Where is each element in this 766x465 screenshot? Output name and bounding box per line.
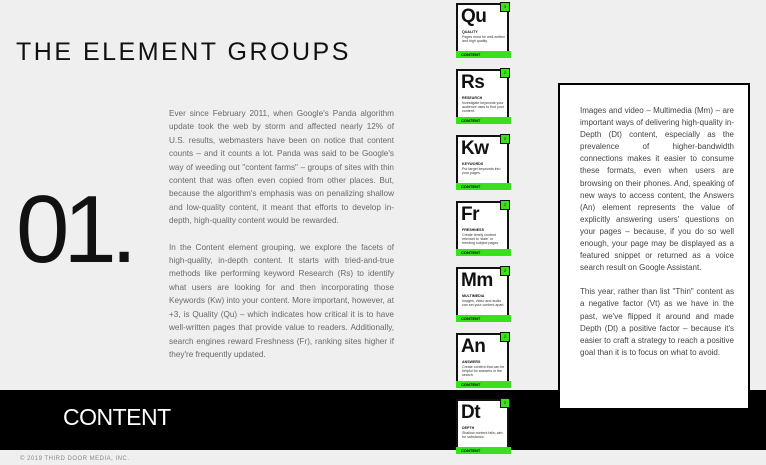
- card-name: FRESHNESS: [462, 228, 484, 232]
- element-card-dt[interactable]: [456, 399, 509, 454]
- card-group-label: CONTENT: [456, 249, 511, 256]
- card-name: QUALITY: [462, 30, 478, 34]
- element-cards: [456, 3, 514, 465]
- element-card-mm[interactable]: [456, 267, 509, 322]
- card-description: Put target keywords into your pages.: [462, 167, 501, 176]
- panel-paragraph: This year, rather than list "Thin" content as a negative factor (Vt) as we have in the past, we've flipped it around and made Depth (Dt) a positive factor – because it's easier to craft a strategy to reach a positive goal than it is to focus on what to avoid.: [580, 287, 734, 357]
- intro-paragraph: Ever since February 2011, when Google's Panda algorithm update took the web by storm and affected nearly 12% of U.S. results, webmasters have been on notice that content counts – and it counts a lot. Panda was said to be Google's way of weeding out "content farms" – groups of sites with thin content that was often even copied from other places. But, because the algorithm's emphasis was on penalizing shallow and low-quality content, it meant that efforts to develop in-depth, high-quality content would be rewarded.: [169, 109, 394, 226]
- card-symbol: Mm: [461, 270, 493, 291]
- card-description: Create timely content relevant to 'stale' or trending subject pages.: [462, 233, 500, 245]
- card-name: ANSWERS: [462, 360, 481, 364]
- card-symbol: Dt: [461, 402, 481, 423]
- element-card-an[interactable]: [456, 333, 509, 388]
- card-description: Investigate keywords your audience uses to find your content.: [462, 101, 504, 113]
- element-card-qu[interactable]: [456, 3, 509, 58]
- sidebar-panel: [558, 83, 750, 410]
- footer-group-label: CONTENT: [63, 404, 171, 430]
- card-group-label: CONTENT: [456, 381, 511, 388]
- card-weight-badge: 2: [500, 266, 510, 276]
- card-weight-badge: 2: [500, 398, 510, 408]
- card-weight-badge: 2: [500, 68, 510, 78]
- card-name: KEYWORDS: [462, 162, 484, 166]
- intro-text: [169, 107, 394, 374]
- card-symbol: Kw: [461, 138, 489, 159]
- card-symbol: Rs: [461, 72, 485, 93]
- element-card-fr[interactable]: [456, 201, 509, 256]
- card-symbol: Fr: [461, 204, 479, 225]
- card-group-label: CONTENT: [456, 183, 511, 190]
- panel-paragraph: Images and video – Multimedia (Mm) – are important ways of delivering high-quality in-Depth (Dt) content, especially as the prevalence of higher-bandwidth connections makes it easier to consume these formats, even when users are browsing on their phones. And, speaking of new ways to access content, the Answers (An) element represents the value of explicitly answering users' questions on your pages – because, if you do so well enough, your page may be displayed as a featured snippet or returned as a voice search result on Google Assistant.: [580, 106, 734, 273]
- card-description: Pages must be well-written and high quality.: [462, 35, 505, 44]
- panel-text: [580, 105, 734, 371]
- copyright-text: © 2019 THIRD DOOR MEDIA, INC.: [20, 456, 130, 462]
- intro-paragraph: In the Content element grouping, we explore the facets of high-quality, in-depth content. It starts with tried-and-true methods like performing keyword Research (Rs) to identify what users are looking for and then incorporating those Keywords (Kw) into your content. More important, however, at +3, is Quality (Qu) – which indicates how critical it is to have well-written pages that provide value to readers. Additionally, search engines reward Freshness (Fr), ranking sites higher if they're frequently updated.: [169, 242, 394, 359]
- card-weight-badge: 2: [500, 200, 510, 210]
- section-number: 01.: [16, 176, 132, 283]
- card-description: Shallow content fails; aim for substance.: [462, 431, 503, 440]
- card-description: Images, video and audio can set your content apart.: [462, 299, 505, 308]
- element-card-rs[interactable]: [456, 69, 509, 124]
- card-group-label: CONTENT: [456, 51, 511, 58]
- card-group-label: CONTENT: [456, 117, 511, 124]
- card-name: DEPTH: [462, 426, 475, 430]
- card-group-label: CONTENT: [456, 315, 511, 322]
- card-group-label: CONTENT: [456, 447, 511, 454]
- card-name: RESEARCH: [462, 96, 483, 100]
- card-weight-badge: 2: [500, 332, 510, 342]
- card-description: Create content that can be helpful for answers in the search.: [462, 365, 505, 377]
- card-weight-badge: 2: [500, 134, 510, 144]
- page-title: THE ELEMENT GROUPS: [16, 38, 351, 66]
- card-weight-badge: 3: [500, 2, 510, 12]
- card-symbol: An: [461, 336, 486, 357]
- element-card-kw[interactable]: [456, 135, 509, 190]
- card-name: MULTIMEDIA: [462, 294, 485, 298]
- card-symbol: Qu: [461, 6, 487, 27]
